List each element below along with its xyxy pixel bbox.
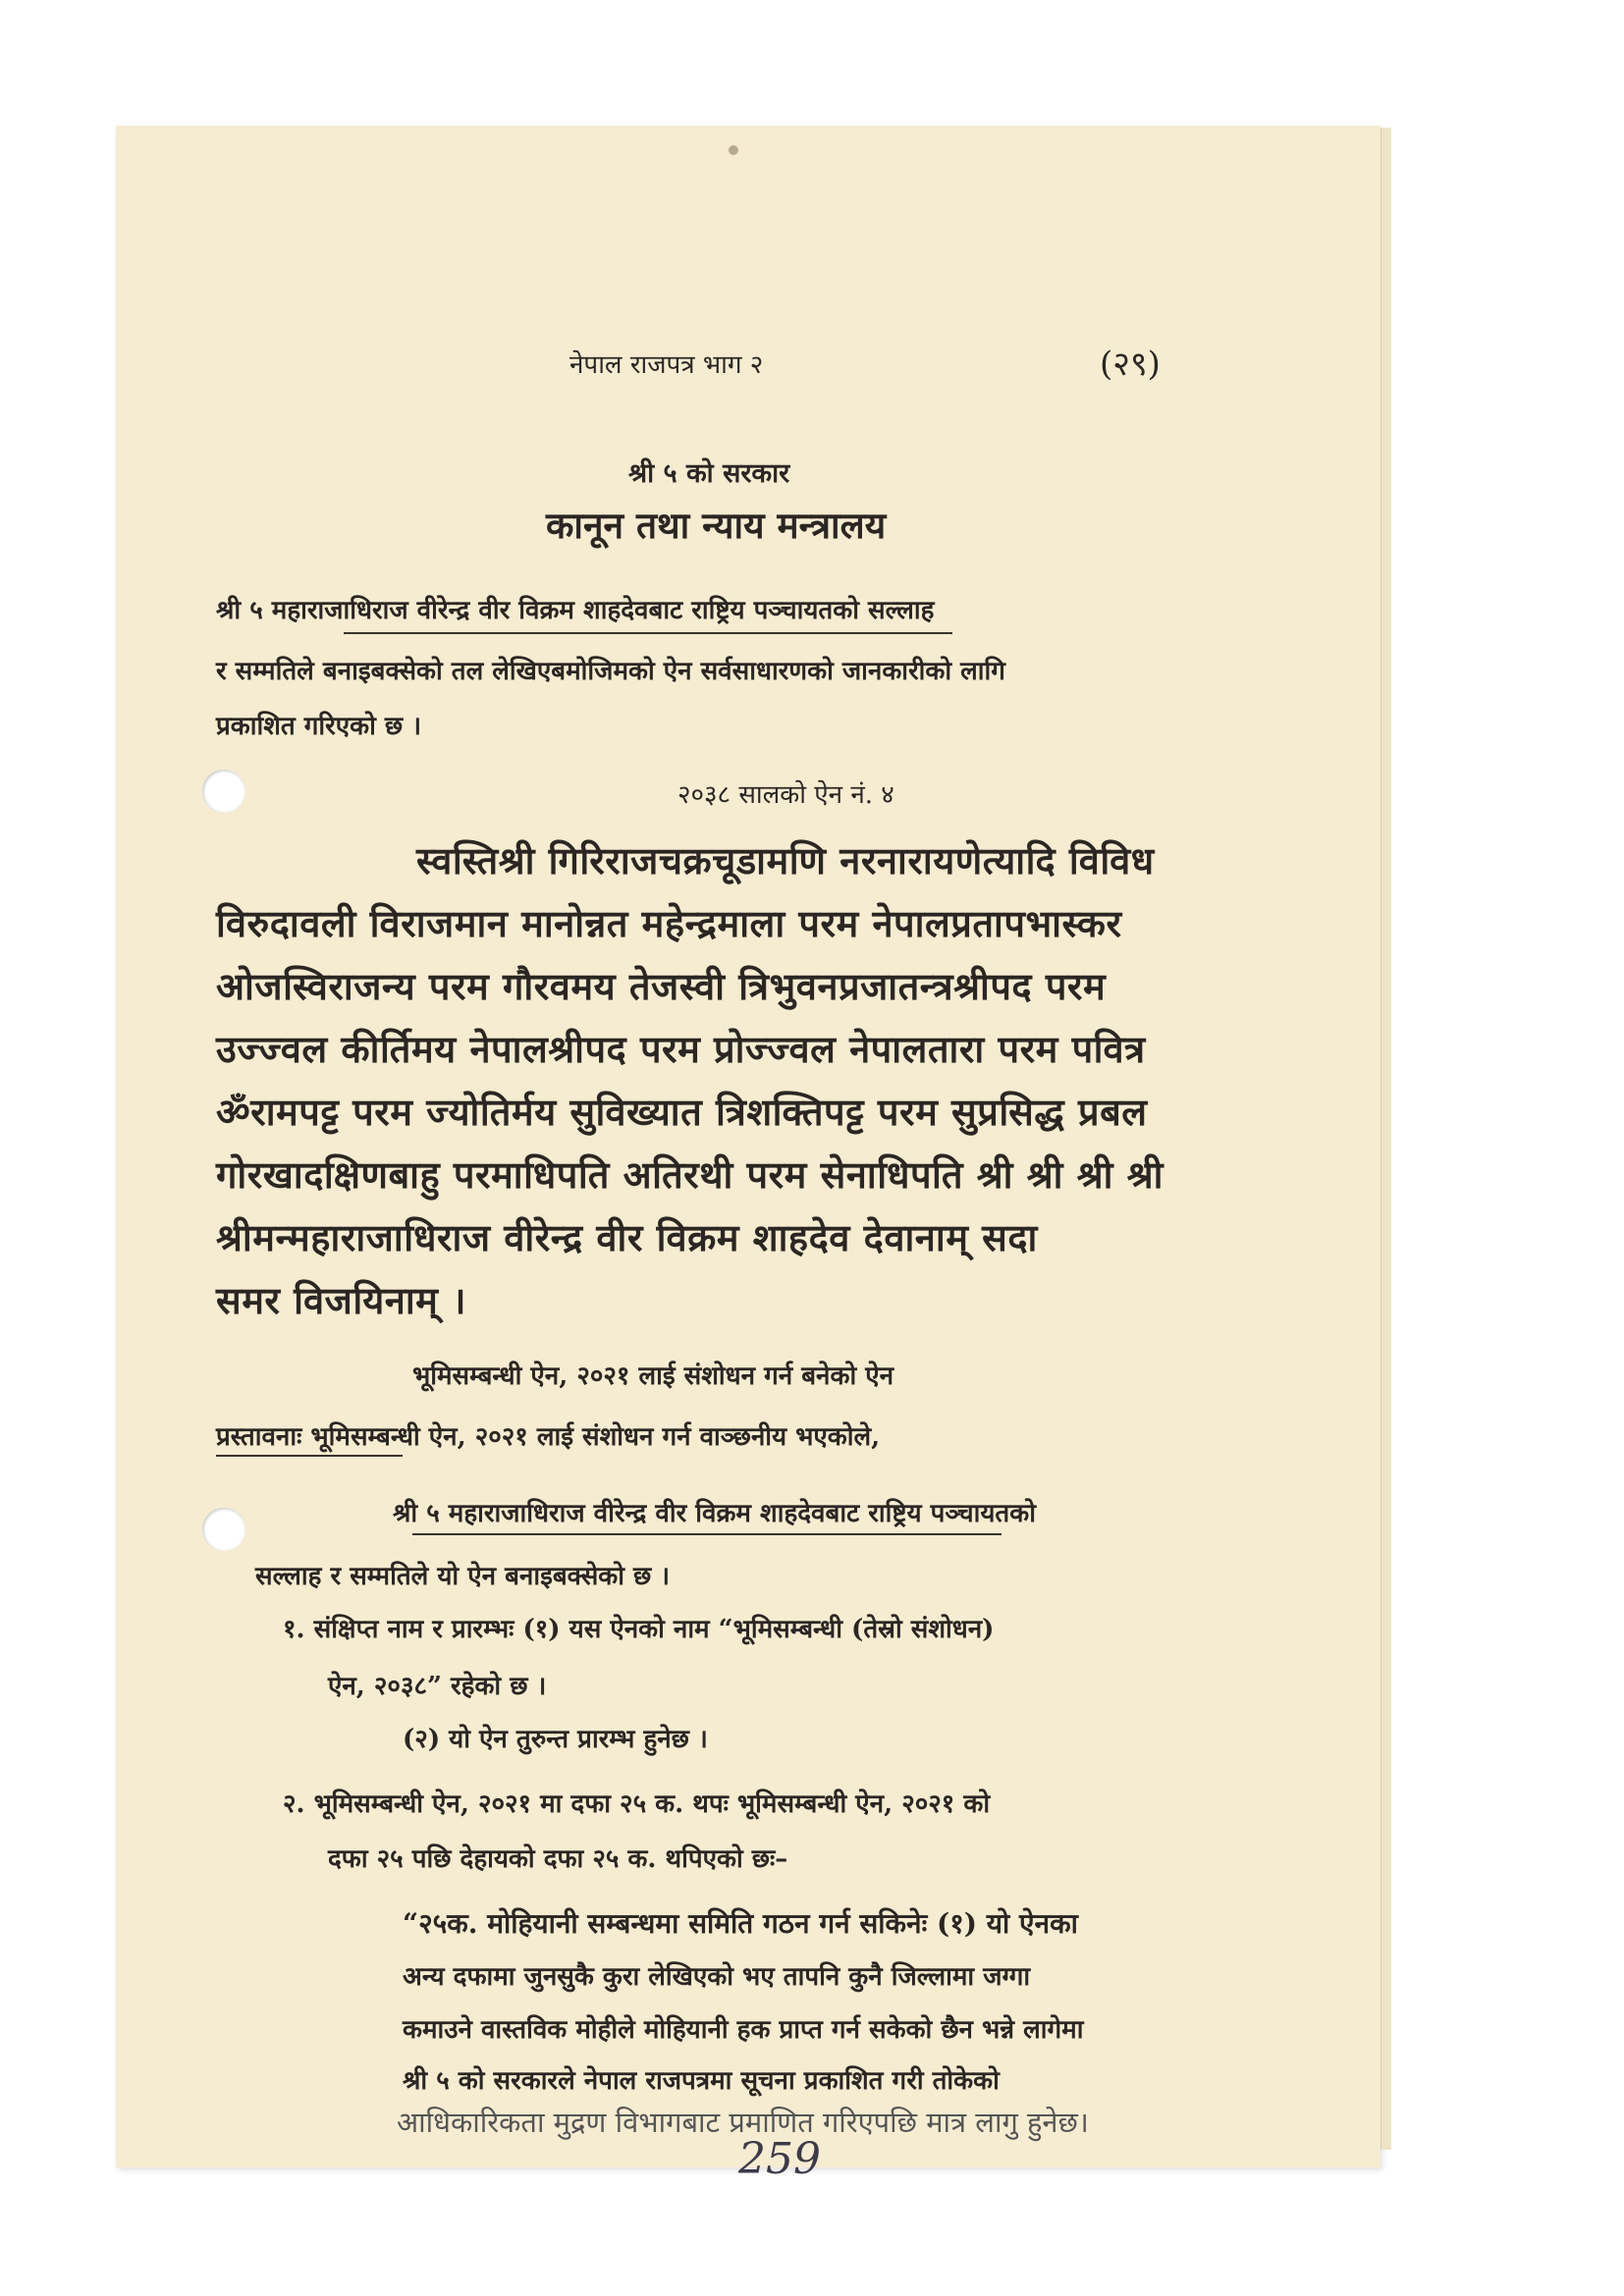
section-1-line-2: ऐन, २०३८” रहेको छ । xyxy=(328,1672,547,1701)
enactment-line-2: सल्लाह र सम्मतिले यो ऐन बनाइबक्सेको छ । xyxy=(255,1562,671,1591)
section-2-line-2: दफा २५ पछि देहायको दफा २५ क. थपिएको छः– xyxy=(328,1844,788,1874)
section-25ka-heading: “२५क. मोहियानी सम्बन्धमा समिति गठन गर्न सकिनेः (१) यो ऐनका xyxy=(403,1907,1078,1940)
preamble-line-3: प्रकाशित गरिएको छ । xyxy=(216,712,422,741)
act-number: २०३८ सालको ऐन नं. ४ xyxy=(677,780,894,810)
section-1-heading: १. संक्षिप्त नाम र प्रारम्भः (१) यस ऐनको नाम “भूमिसम्बन्धी (तेस्रो संशोधन) xyxy=(283,1615,995,1644)
preamble-line-2: र सम्मतिले बनाइबक्सेको तल लेखिएबमोजिमको ऐन सर्वसाधारणको जानकारीको लागि xyxy=(216,657,1005,686)
royal-title-line-3: ओजस्विराजन्य परम गौरवमय तेजस्वी त्रिभुवनप्रजातन्त्रश्रीपद परम xyxy=(216,964,1107,1008)
royal-title-line-7: श्रीमन्महाराजाधिराज वीरेन्द्र वीर विक्रम शाहदेव देवानाम् सदा xyxy=(216,1215,1038,1259)
act-title: भूमिसम्बन्धी ऐन, २०२१ लाई संशोधन गर्न बनेको ऐन xyxy=(412,1362,894,1391)
royal-title-line-2: विरुदावली विराजमान मानोन्नत महेन्द्रमाला परम नेपालप्रतापभास्कर xyxy=(216,901,1122,945)
punch-hole-top xyxy=(202,770,245,813)
gazette-header: नेपाल राजपत्र भाग २ xyxy=(569,350,764,380)
section-2-heading: २. भूमिसम्बन्धी ऐन, २०२१ मा दफा २५ क. थपः भूमिसम्बन्धी ऐन, २०२१ को xyxy=(283,1789,991,1819)
page-mark xyxy=(729,145,738,155)
royal-title-line-1: स्वस्तिश्री गिरिराजचक्रचूडामणि नरनारायणेत्यादि विविध xyxy=(416,838,1155,882)
punch-hole-bottom xyxy=(202,1508,245,1551)
preamble-statement: प्रस्तावनाः भूमिसम्बन्धी ऐन, २०२१ लाई संशोधन गर्न वाञ्छनीय भएकोले, xyxy=(216,1422,881,1452)
authenticity-notice: आधिकारिकता मुद्रण विभागबाट प्रमाणित गरिएपछि मात्र लागु हुनेछ। xyxy=(397,2106,1089,2139)
section-25ka-line-3: कमाउने वास्तविक मोहीले मोहियानी हक प्राप्त गर्न सकेको छैन भन्ने लागेमा xyxy=(403,2015,1084,2045)
preamble-underline xyxy=(344,632,952,634)
royal-title-line-4: उज्ज्वल कीर्तिमय नेपालश्रीपद परम प्रोज्ज्वल नेपालतारा परम पवित्र xyxy=(216,1027,1146,1071)
government-heading: श्री ५ को सरकार xyxy=(628,458,790,489)
section-25ka-line-4: श्री ५ को सरकारले नेपाल राजपत्रमा सूचना प्रकाशित गरी तोकेको xyxy=(403,2066,1000,2096)
enactment-underline xyxy=(412,1533,1001,1535)
page-edge-strip xyxy=(1380,128,1391,2150)
royal-title-line-8: समर विजयिनाम् । xyxy=(216,1278,467,1322)
preamble-statement-underline xyxy=(216,1455,403,1457)
section-1-subsection-2: (२) यो ऐन तुरुन्त प्रारम्भ हुनेछ । xyxy=(403,1725,708,1754)
page-number: (२९) xyxy=(1100,345,1161,384)
section-25ka-line-2: अन्य दफामा जुनसुकै कुरा लेखिएको भए तापनि कुनै जिल्लामा जग्गा xyxy=(403,1962,1031,1992)
handwritten-page-number: 259 xyxy=(738,2134,821,2184)
preamble-line-1: श्री ५ महाराजाधिराज वीरेन्द्र वीर विक्रम शाहदेवबाट राष्ट्रिय पञ्चायतको सल्लाह xyxy=(216,596,935,625)
royal-title-line-6: गोरखादक्षिणबाहु परमाधिपति अतिरथी परम सेनाधिपति श्री श्री श्री श्री xyxy=(216,1152,1164,1197)
royal-title-line-5: ॐरामपट्ट परम ज्योतिर्मय सुविख्यात त्रिशक्तिपट्ट परम सुप्रसिद्ध प्रबल xyxy=(216,1090,1148,1134)
ministry-heading: कानून तथा न्याय मन्त्रालय xyxy=(546,504,887,547)
enactment-line-1: श्री ५ महाराजाधिराज वीरेन्द्र वीर विक्रम शाहदेवबाट राष्ट्रिय पञ्चायतको xyxy=(393,1499,1036,1528)
